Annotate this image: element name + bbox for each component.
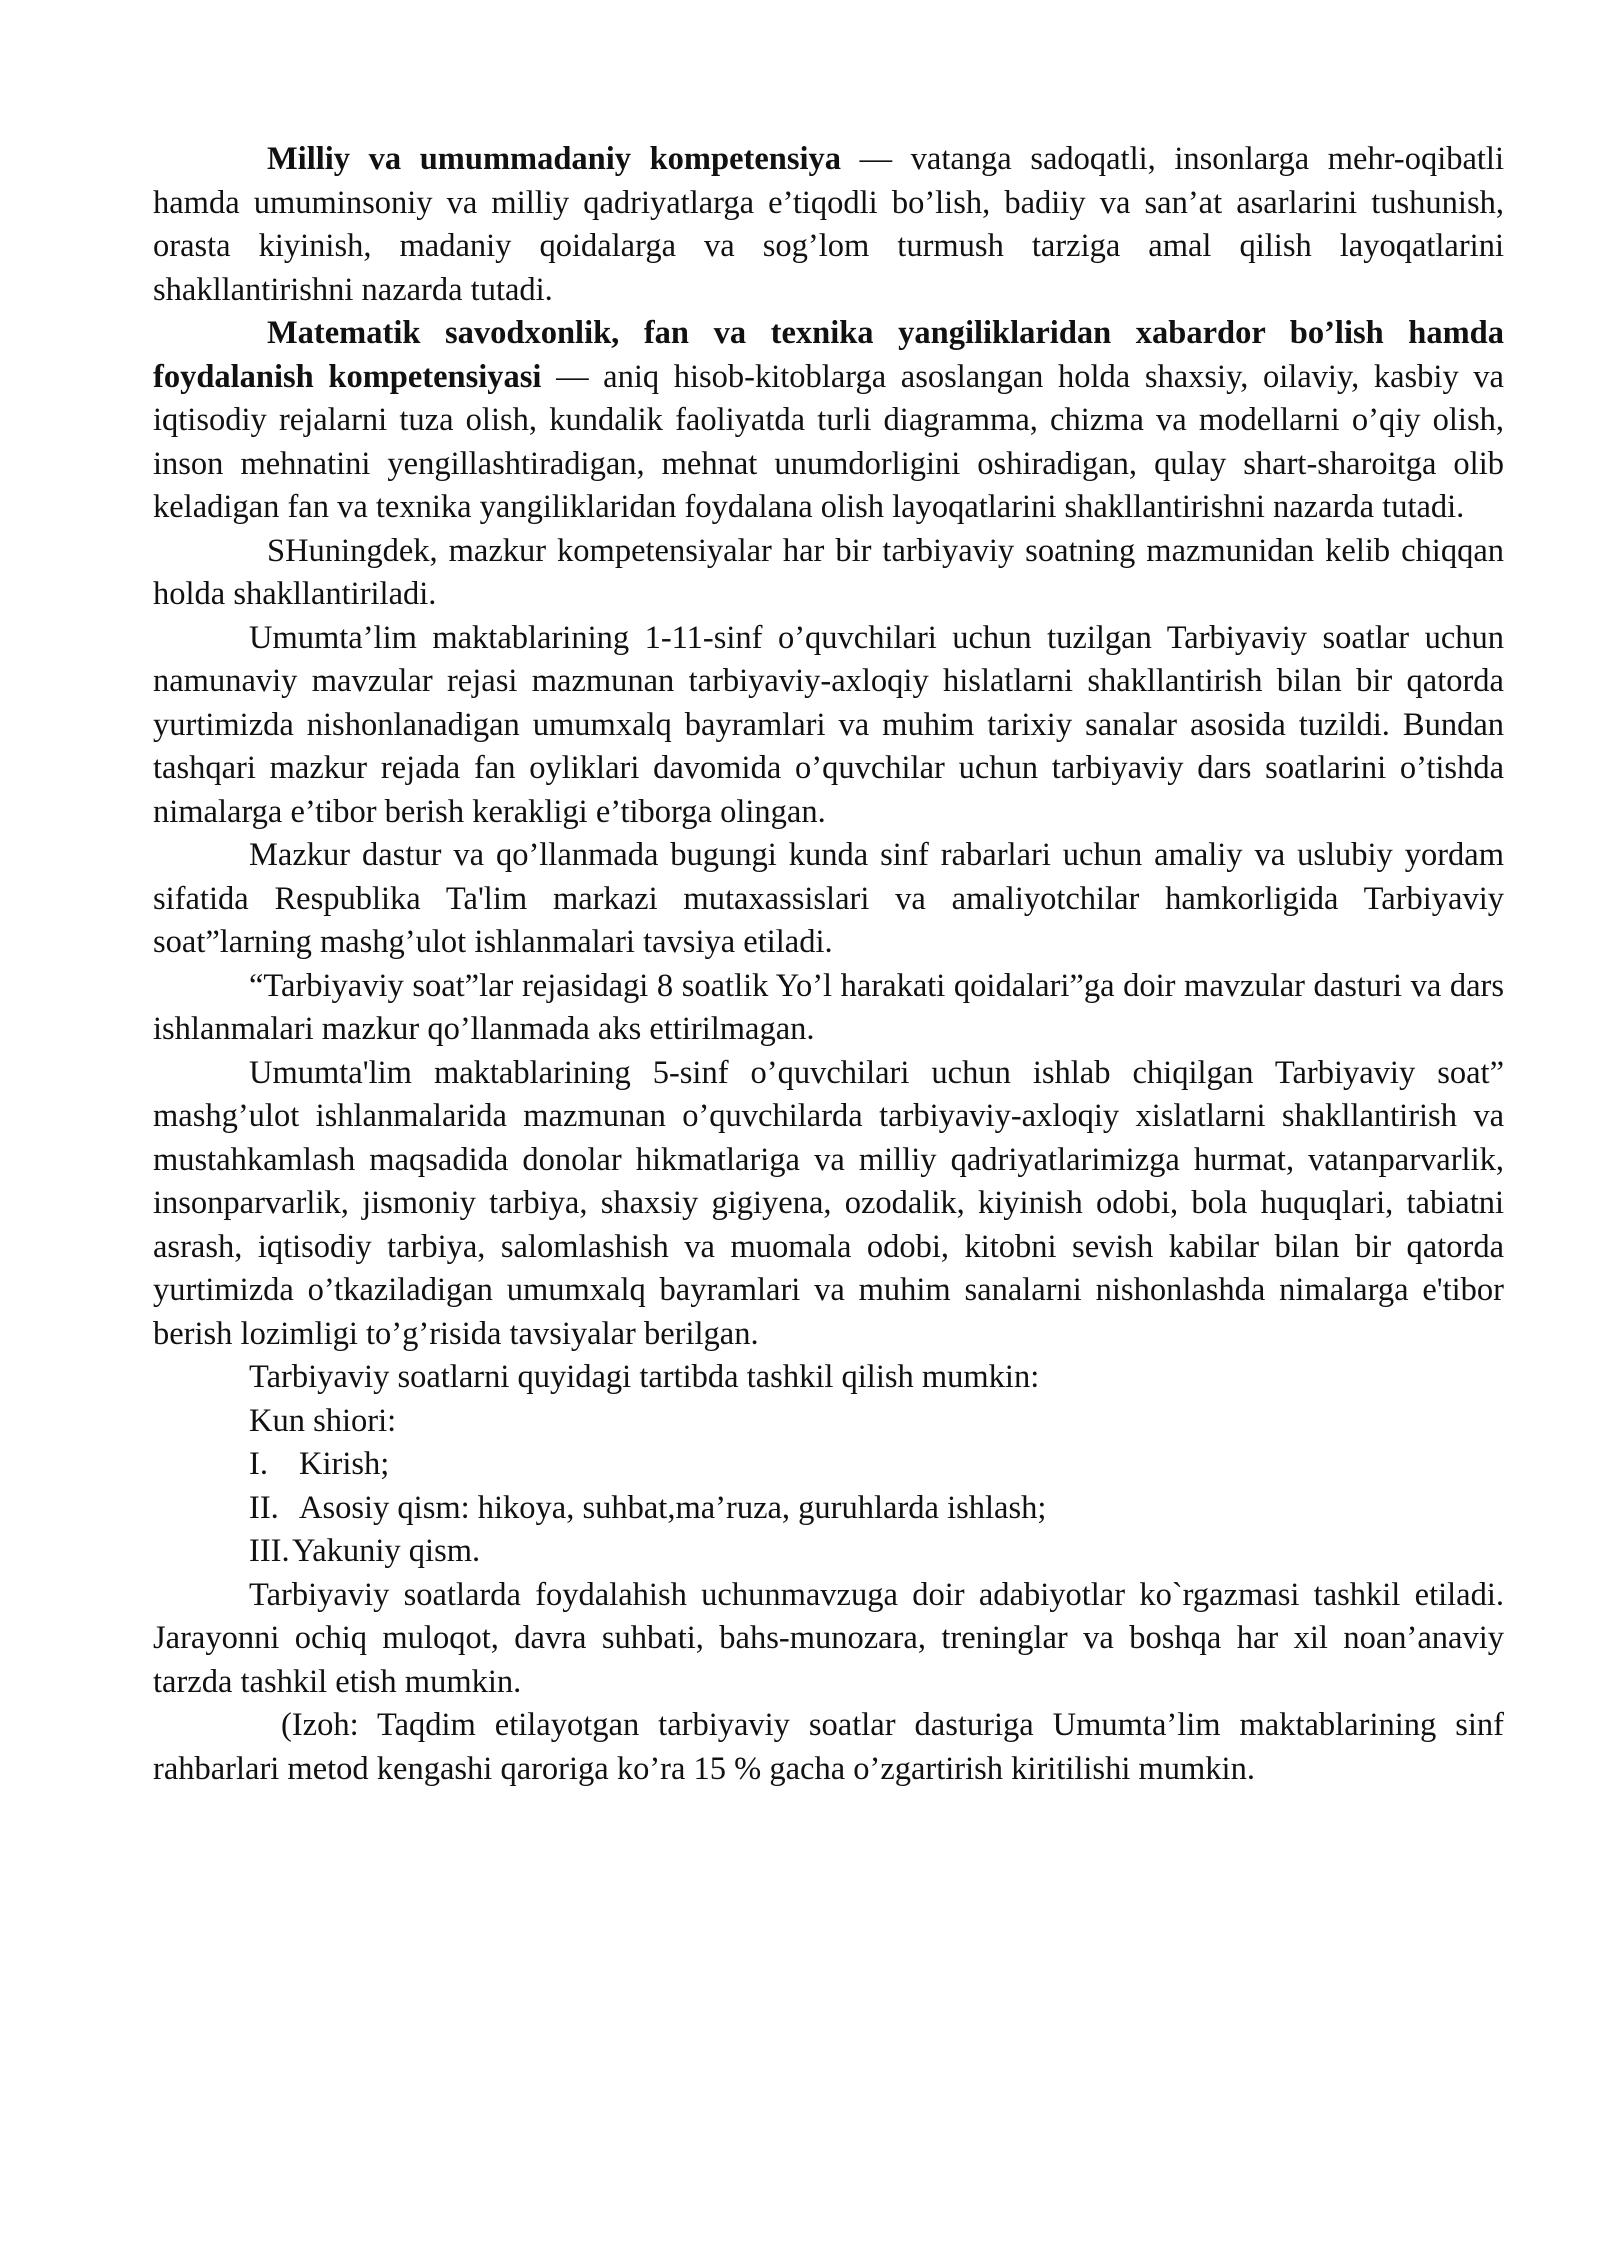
list-number: II. <box>249 1489 279 1526</box>
paragraph-text: — vatanga sadoqatli, insonlarga mehr-oqibatli hamda umuminsoniy va milliy qadriyatlarga e’tiqodli bo’lish, badiiy va san’at asarlarini tushunish, orasta kiyinish, madaniy qoidalarga va sog’lom turmush tarziga amal qilish layoqatlarini shakllantirishni nazarda tutadi. <box>153 141 1504 308</box>
list-number: I. <box>249 1446 268 1482</box>
paragraph-5-sinf: Umumta'lim maktablarining 5-sinf o’quvchilari uchun ishlab chiqilgan Tarbiyaviy soat” mashg’ulot ishlanmalarida mazmunan o’quvchilarda tarbiyaviy-axloqiy xislatlarni shakllantirish va mustahkamlash maqsadida donolar hikmatlariga va milliy qadriyatlarimizga hurmat, vatanparvarlik, insonparvarlik, jismoniy tarbiya, shaxsiy gigiyena, ozodalik, kiyinish odobi, bola huquqlari, tabiatni asrash, iqtisodiy tarbiya, salomlashish va muomala odobi, kitobni sevish kabilar bilan bir qatorda yurtimizda o’tkaziladigan umumxalq bayramlari va muhim sanalarni nishonlashda nimalarga e'tibor berish lozimligi to’g’risida tavsiyalar berilgan. <box>153 1054 1504 1352</box>
paragraph-korgazma: Tarbiyaviy soatlarda foydalahish uchunmavzuga doir adabiyotlar ko`rgazmasi tashkil etiladi. Jarayonni ochiq muloqot, davra suhbati, bahs-munozara, treninglar va boshqa har xil noan’anaviy tarzda tashkil etish mumkin. <box>153 1576 1504 1700</box>
paragraph-milliy-kompetensiya <box>153 138 1504 312</box>
paragraph-shuningdek: SHuningdek, mazkur kompetensiyalar har bir tarbiyaviy soatning mazmunidan kelib chiqqan holda shakllantiriladi. <box>153 532 1504 612</box>
list-item <box>153 1487 1504 1531</box>
term-milliy-kompetensiya: Milliy va umummadaniy kompetensiya <box>267 141 841 177</box>
list-text: Kirish; <box>299 1446 390 1482</box>
list-number: III. <box>249 1533 290 1569</box>
list-item <box>153 1443 1504 1487</box>
list-item <box>153 1530 1504 1574</box>
paragraph-namunaviy-reja: Umumta’lim maktablarining 1-11-sinf o’quvchilari uchun tuzilgan Tarbiyaviy soatlar uchun namunaviy mavzular rejasi mazmunan tarbiyaviy-axloqiy hislatlarni shakllantirish bilan bir qatorda yurtimizda nishonlanadigan umumxalq bayramlari va muhim tarixiy sanalar asosida tuzildi. Bundan tashqari mazkur rejada fan oyliklari davomida o’quvchilar uchun tarbiyaviy dars soatlarini o’tishda nimalarga e’tibor berish kerakligi e’tiborga olingan. <box>153 619 1504 830</box>
paragraph-matematik-kompetensiya <box>153 312 1504 530</box>
term-matematik-kompetensiya: Matematik savodxonlik, fan va texnika yangiliklaridan xabardor bo’lish hamda foydalanish kompetensiyasi <box>153 315 1504 395</box>
paragraph-izoh: (Izoh: Taqdim etilayotgan tarbiyaviy soatlar dasturiga Umumta’lim maktablarining sinf rahbarlari metod kengashi qaroriga ko’ra 15 % gacha o’zgartirish kiritilishi mumkin. <box>153 1707 1504 1787</box>
paragraph-yol-harakati: “Tarbiyaviy soat”lar rejasidagi 8 soatlik Yo’l harakati qoidalari”ga doir mavzular dasturi va dars ishlanmalari mazkur qo’llanmada aks ettirilmagan. <box>153 967 1504 1047</box>
paragraph-kun-shiori: Kun shiori: <box>249 1402 397 1439</box>
list-text: Asosiy qism: hikoya, suhbat,ma’ruza, guruhlarda ishlash; <box>299 1489 1047 1526</box>
paragraph-tartib: Tarbiyaviy soatlarni quyidagi tartibda tashkil qilish mumkin: <box>249 1359 1040 1395</box>
paragraph-text: — aniq hisob-kitoblarga asoslangan holda shaxsiy, oilaviy, kasbiy va iqtisodiy rejalarni tuza olish, kundalik faoliyatda turli diagramma, chizma va modellarni o’qiy olish, inson mehnatini yengillashtiradigan, mehnat unumdorligini oshiradigan, qulay shart-sharoitga olib keladigan fan va texnika yangiliklaridan foydalana olish layoqatlarini shakllantirishni nazarda tutadi. <box>153 358 1504 525</box>
paragraph-qollanma: Mazkur dastur va qo’llanmada bugungi kunda sinf rabarlari uchun amaliy va uslubiy yordam sifatida Respublika Ta'lim markazi mutaxassislari va amaliyotchilar hamkorligida Tarbiyaviy soat”larning mashg’ulot ishlanmalari tavsiya etiladi. <box>153 837 1504 960</box>
list-text: Yakuniy qism. <box>292 1533 481 1569</box>
